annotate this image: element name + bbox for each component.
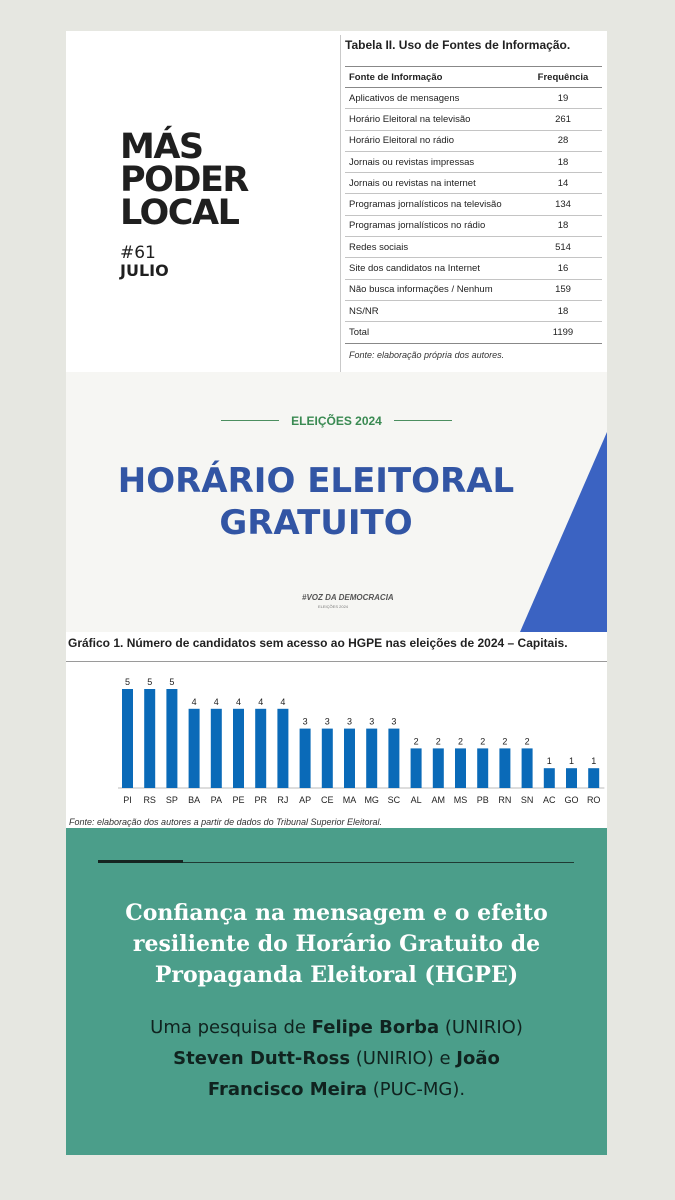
elections-kicker xyxy=(66,412,607,430)
data-label: 4 xyxy=(258,696,264,707)
byline-text: (UNIRIO) xyxy=(439,1017,523,1038)
voz-democracia-logo: #VOZ DA DEMOCRACIA xyxy=(302,593,394,602)
tick-label: PI xyxy=(123,795,132,805)
bar-pa xyxy=(211,709,222,788)
cell-frequency: 14 xyxy=(524,173,602,194)
tick-label: AM xyxy=(431,795,446,805)
data-label: 1 xyxy=(546,756,552,767)
tick-label: SN xyxy=(520,795,534,805)
divider xyxy=(394,420,452,421)
cell-frequency: 159 xyxy=(524,279,602,300)
brand-block xyxy=(120,127,248,280)
cell-source: NS/NR xyxy=(345,300,524,321)
table-header-row xyxy=(345,67,602,88)
bar-al xyxy=(411,748,422,788)
cell-source: Horário Eleitoral no rádio xyxy=(345,130,524,151)
article-card xyxy=(66,828,607,1155)
data-label: 1 xyxy=(591,756,597,767)
chart-panel xyxy=(66,632,607,828)
table-title: Tabela II. Uso de Fontes de Informação. xyxy=(345,38,571,52)
bar-rj xyxy=(277,709,288,788)
sources-table xyxy=(345,66,602,344)
banner-title-line: GRATUITO xyxy=(219,503,413,543)
byline-text: (UNIRIO) e xyxy=(350,1048,457,1069)
table-row xyxy=(345,300,602,321)
cell-frequency: 134 xyxy=(524,194,602,215)
tick-label: RO xyxy=(586,795,601,805)
cell-frequency: 18 xyxy=(524,151,602,172)
divider xyxy=(221,420,279,421)
bar-mg xyxy=(366,729,377,788)
cell-source: Programas jornalísticos no rádio xyxy=(345,215,524,236)
chart-title: Gráfico 1. Número de candidatos sem acesso ao HGPE nas eleições de 2024 – Capitais. xyxy=(68,636,568,650)
tick-label: MA xyxy=(342,795,357,805)
issue-month: JULIO xyxy=(120,261,169,280)
tick-label: MS xyxy=(453,795,468,805)
tick-label: PA xyxy=(210,795,222,805)
table-row xyxy=(345,322,602,343)
brand-title xyxy=(120,127,248,233)
table-row xyxy=(345,237,602,258)
data-label: 4 xyxy=(280,696,286,707)
cell-frequency: 19 xyxy=(524,88,602,109)
divider xyxy=(340,35,341,372)
cell-frequency: 18 xyxy=(524,215,602,236)
bar-pe xyxy=(233,709,244,788)
cell-source: Jornais ou revistas impressas xyxy=(345,151,524,172)
cell-frequency: 28 xyxy=(524,130,602,151)
bar-ac xyxy=(544,768,555,788)
cell-frequency: 16 xyxy=(524,258,602,279)
data-label: 2 xyxy=(502,736,508,747)
tick-label: PB xyxy=(476,795,489,805)
author-name: João xyxy=(456,1048,500,1069)
bar-pi xyxy=(122,689,133,788)
byline-text: (PUC-MG). xyxy=(367,1079,466,1100)
tick-label: CE xyxy=(321,795,334,805)
tick-label: RJ xyxy=(277,795,289,805)
bar-ap xyxy=(300,729,311,788)
brand-line: PODER xyxy=(120,160,248,200)
table-row xyxy=(345,130,602,151)
hgpe-banner xyxy=(66,372,607,632)
table-row xyxy=(345,279,602,300)
cell-frequency: 261 xyxy=(524,109,602,130)
tick-label: SC xyxy=(387,795,401,805)
logo-subtitle: ELEIÇÕES 2024 xyxy=(318,604,349,609)
article-headline xyxy=(66,898,607,991)
top-panel xyxy=(66,31,607,372)
tick-label: BA xyxy=(188,795,201,805)
banner-title-line: HORÁRIO ELEITORAL xyxy=(117,461,515,501)
cell-source: Horário Eleitoral na televisão xyxy=(345,109,524,130)
cell-frequency: 514 xyxy=(524,237,602,258)
divider-accent xyxy=(98,860,183,863)
data-label: 5 xyxy=(147,677,153,687)
headline-line: Propaganda Eleitoral (HGPE) xyxy=(154,962,519,988)
bar-rn xyxy=(499,748,510,788)
cell-source: Total xyxy=(345,322,524,343)
tick-label: PE xyxy=(232,795,245,805)
author-name: Felipe Borba xyxy=(311,1017,440,1038)
table-row xyxy=(345,258,602,279)
cell-source: Aplicativos de mensagens xyxy=(345,88,524,109)
table-row xyxy=(345,215,602,236)
tick-label: AC xyxy=(543,795,556,805)
cell-source: Site dos candidatos na Internet xyxy=(345,258,524,279)
data-label: 3 xyxy=(369,716,375,727)
bar-sn xyxy=(522,748,533,788)
banner-title xyxy=(66,460,566,544)
tick-label: RS xyxy=(143,795,156,805)
cell-frequency: 18 xyxy=(524,300,602,321)
tick-label: MG xyxy=(364,795,379,805)
article-byline xyxy=(66,1012,607,1105)
headline-line: Confiança na mensagem e o efeito xyxy=(125,900,548,926)
data-label: 3 xyxy=(324,716,330,727)
bar-ms xyxy=(455,748,466,788)
bar-ma xyxy=(344,729,355,788)
table-row xyxy=(345,88,602,109)
tick-label: RN xyxy=(498,795,512,805)
data-label: 5 xyxy=(169,677,175,687)
bar-ce xyxy=(322,729,333,788)
cell-frequency: 1199 xyxy=(524,322,602,343)
bar-chart xyxy=(66,662,607,816)
data-label: 4 xyxy=(213,696,219,707)
data-label: 3 xyxy=(346,716,353,727)
bar-ro xyxy=(588,768,599,788)
bar-ba xyxy=(189,709,200,788)
cell-source: Jornais ou revistas na internet xyxy=(345,173,524,194)
data-label: 2 xyxy=(413,736,419,747)
table-row xyxy=(345,151,602,172)
data-label: 4 xyxy=(191,696,197,707)
byline-text: Uma pesquisa de xyxy=(150,1017,312,1038)
cell-source: Programas jornalísticos na televisão xyxy=(345,194,524,215)
author-name: Steven Dutt-Ross xyxy=(173,1048,351,1069)
bar-pb xyxy=(477,748,488,788)
data-label: 1 xyxy=(568,756,575,767)
tick-label: SP xyxy=(165,795,178,805)
tick-label: GO xyxy=(564,795,579,805)
data-label: 2 xyxy=(457,736,464,747)
data-label: 4 xyxy=(235,696,242,707)
column-header-frequency: Frequência xyxy=(524,67,602,88)
table-row xyxy=(345,194,602,215)
tick-label: PR xyxy=(254,795,267,805)
table-row xyxy=(345,173,602,194)
data-label: 3 xyxy=(302,716,308,727)
cell-source: Redes sociais xyxy=(345,237,524,258)
column-header-source: Fonte de Informação xyxy=(345,67,524,88)
kicker-text: ELEIÇÕES 2024 xyxy=(291,413,382,428)
brand-line: LOCAL xyxy=(120,193,239,233)
sources-table-block xyxy=(340,31,607,372)
bar-pr xyxy=(255,709,266,788)
tick-label: AP xyxy=(299,795,312,805)
tick-label: AL xyxy=(410,795,422,805)
data-label: 2 xyxy=(480,736,486,747)
data-label: 2 xyxy=(524,736,530,747)
data-label: 3 xyxy=(391,716,397,727)
author-name: Francisco Meira xyxy=(207,1079,368,1100)
bar-sp xyxy=(166,689,177,788)
bar-go xyxy=(566,768,577,788)
headline-line: resiliente do Horário Gratuito de xyxy=(132,931,541,957)
data-label: 2 xyxy=(435,736,441,747)
bar-am xyxy=(433,748,444,788)
table-source-note: Fonte: elaboração própria dos autores. xyxy=(349,350,505,360)
table-row xyxy=(345,109,602,130)
chart-source-note: Fonte: elaboração dos autores a partir de dados do Tribunal Superior Eleitoral. xyxy=(69,817,383,827)
data-label: 5 xyxy=(124,677,131,687)
bar-sc xyxy=(388,729,399,788)
bar-rs xyxy=(144,689,155,788)
cell-source: Não busca informações / Nenhum xyxy=(345,279,524,300)
brand-line: MÁS xyxy=(120,127,203,167)
issue-number: #61 xyxy=(120,243,156,263)
